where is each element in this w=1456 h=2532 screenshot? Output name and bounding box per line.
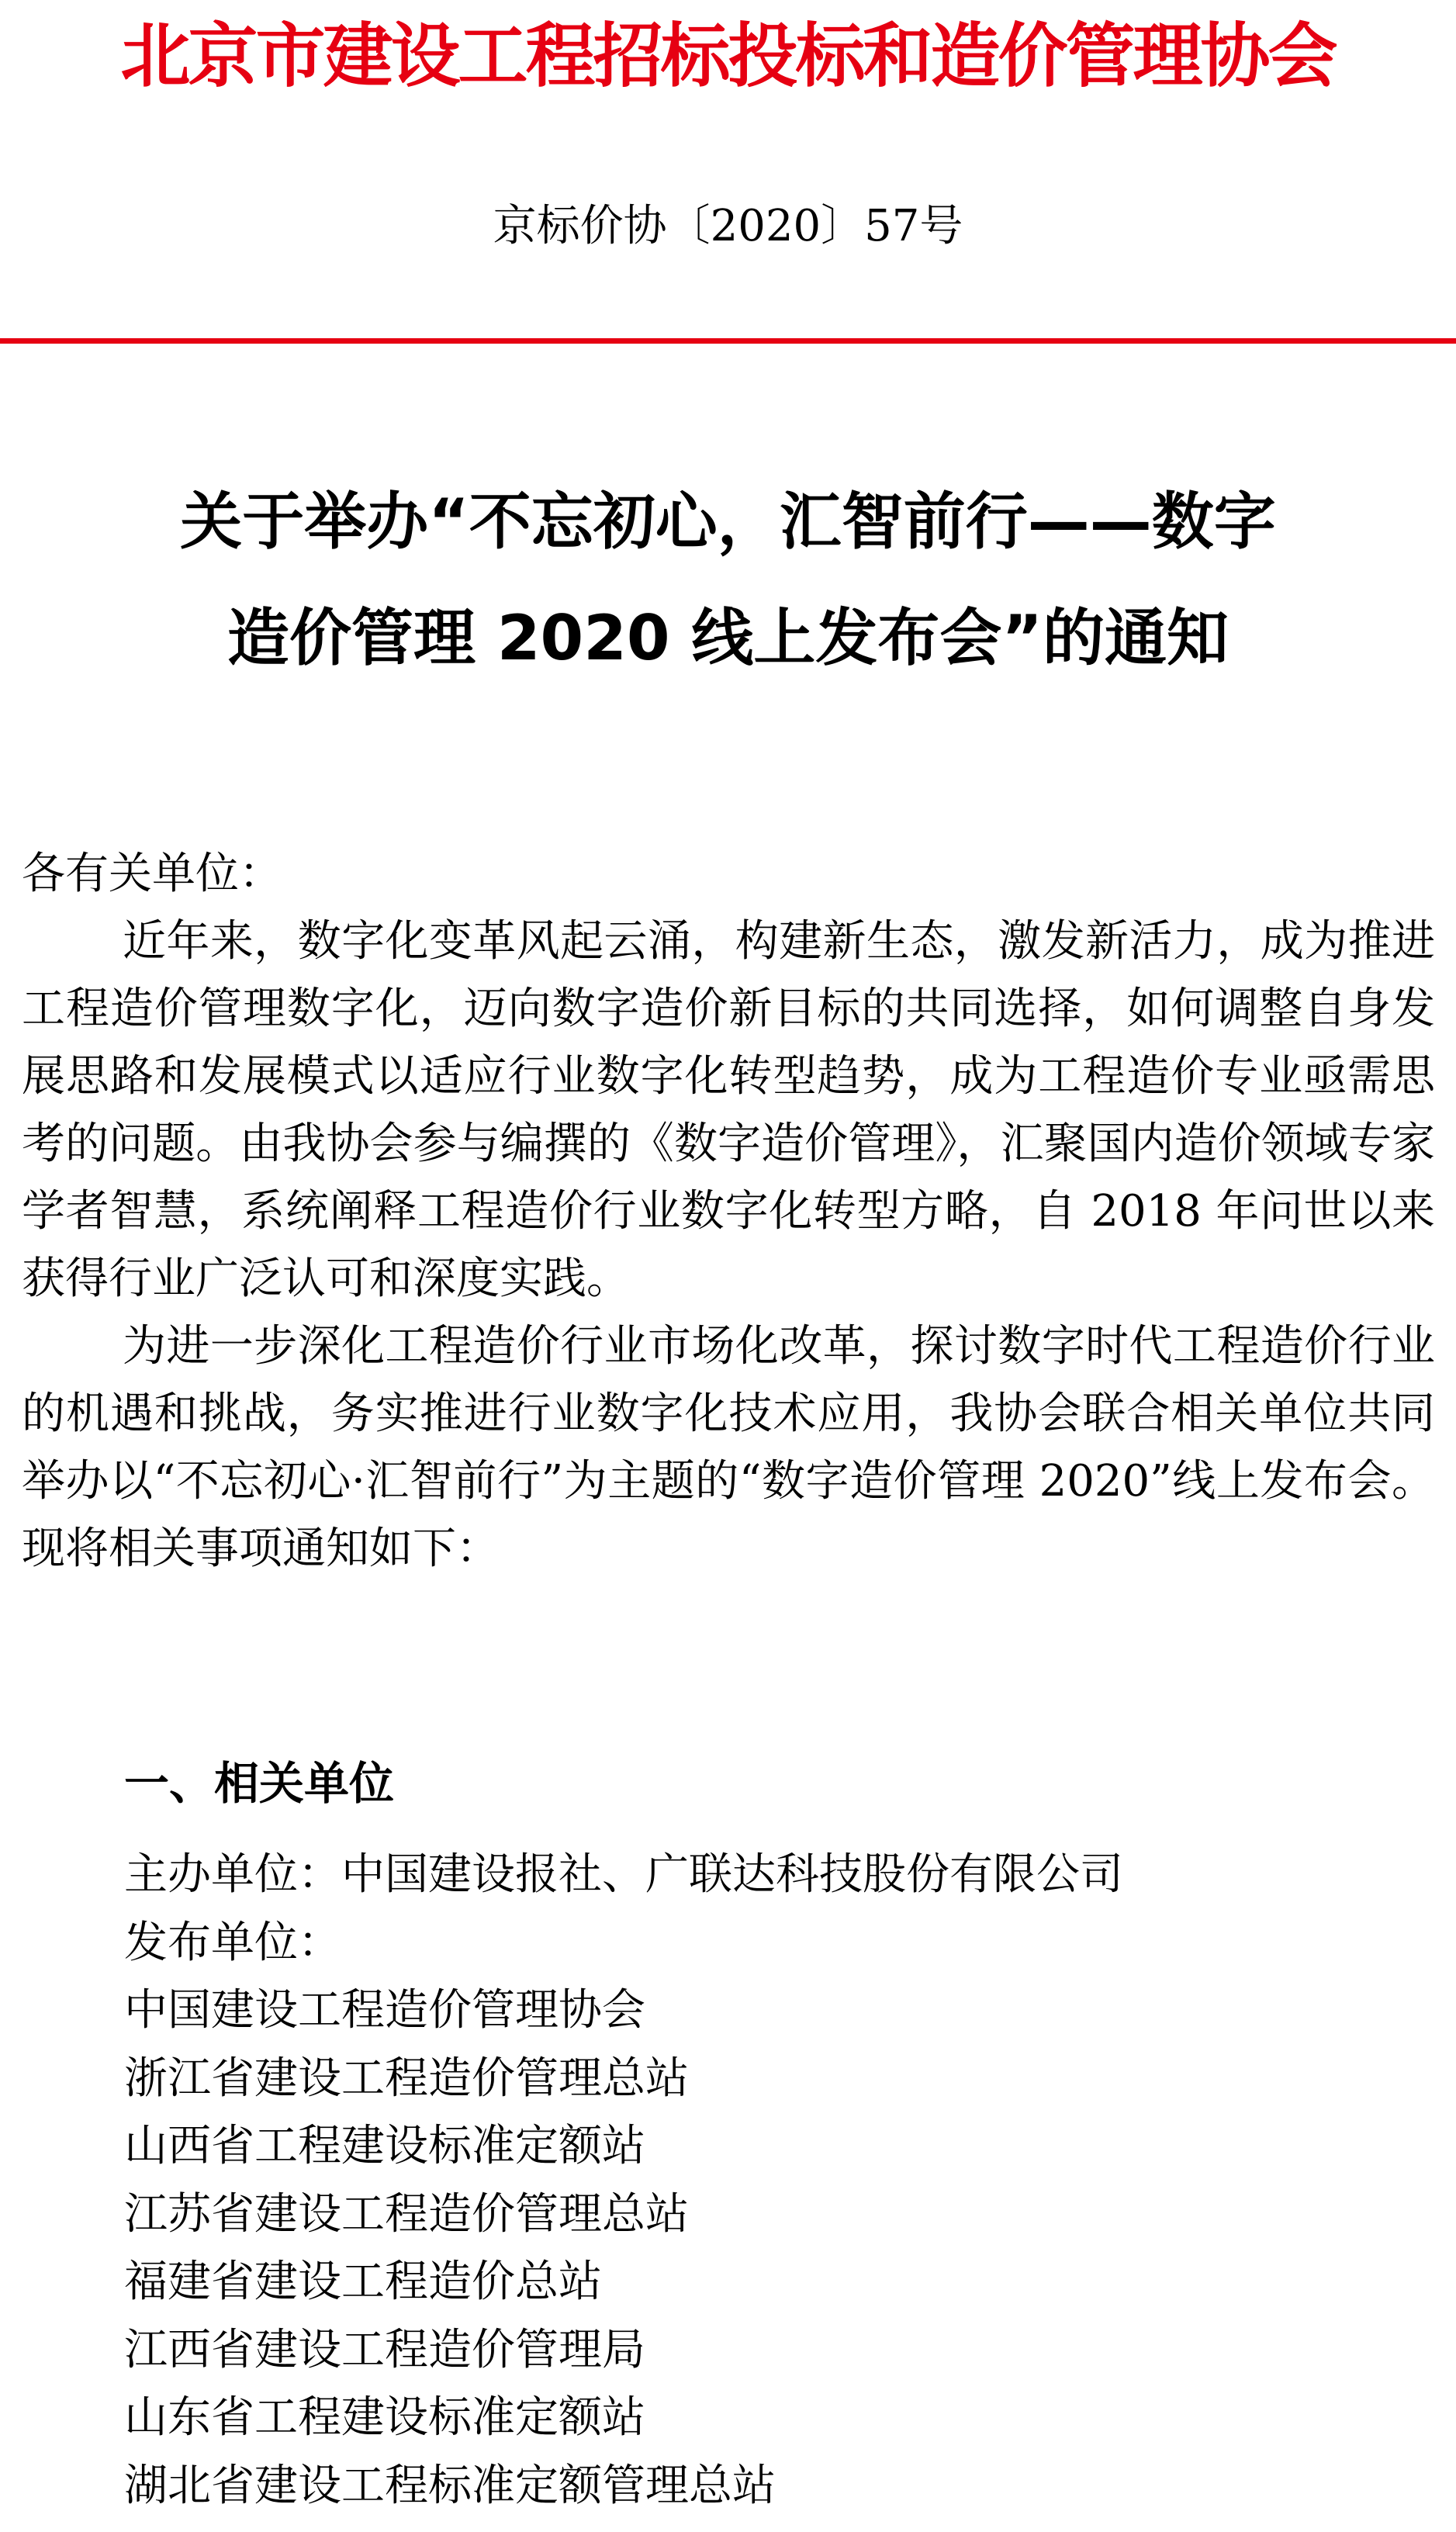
letterhead-organization: 北京市建设工程招标投标和造价管理协会: [120, 16, 1336, 97]
title-line-2: 造价管理 2020 线上发布会”的通知: [227, 602, 1229, 674]
paragraph-intro: 近年来，数字化变革风起云涌，构建新生态，激发新活力，成为推进工程造价管理数字化，迈向数字造价新目标的共同选择，如何调整自身发展思路和发展模式以适应行业数字化转型趋势，成为工程造价专业亟需思考的问题。由我协会参与编撰的《数字造价管理》，汇聚国内造价领域专家学者智慧，系统阐释工程造价行业数字化转型方略，自 2018 年问世以来获得行业广泛认可和深度实践。: [22, 916, 1435, 1304]
list-item: 山西省工程建设标准定额站: [124, 2121, 645, 2171]
list-item: 浙江省建设工程造价管理总站: [124, 2053, 689, 2104]
salutation: 各有关单位：: [22, 849, 282, 899]
paragraph-purpose: 为进一步深化工程造价行业市场化改革，探讨数字时代工程造价行业的机遇和挑战，务实推进行业数字化技术应用，我协会联合相关单位共同举办以“不忘初心·汇智前行”为主题的“数字造价管理 2020”线上发布会。现将相关事项通知如下：: [22, 1321, 1435, 1574]
document-number: 京标价协〔2020〕57号: [493, 201, 963, 251]
letterhead-divider: [0, 338, 1456, 344]
list-item: 湖北省建设工程标准定额管理总站: [124, 2460, 776, 2511]
document-title: [0, 464, 1456, 697]
list-item: 江苏省建设工程造价管理总站: [124, 2188, 689, 2240]
document-body: [22, 840, 1435, 1582]
list-item: 中国建设工程造价管理协会: [124, 1985, 645, 2036]
publisher-label: 发布单位：: [124, 1917, 341, 1968]
list-item: 江西省建设工程造价管理局: [124, 2324, 645, 2375]
list-item: 福建省建设工程造价总站: [124, 2257, 602, 2307]
title-line-1: 关于举办“不忘初心，汇智前行——数字: [180, 486, 1276, 558]
related-units-block: [124, 1841, 1123, 2520]
list-item: 山东省工程建设标准定额站: [124, 2392, 645, 2443]
publisher-list: [124, 1977, 1123, 2520]
section-heading-related-units: 一、相关单位: [124, 1757, 395, 1810]
host-units-line: 主办单位：中国建设报社、广联达科技股份有限公司: [124, 1849, 1123, 1900]
